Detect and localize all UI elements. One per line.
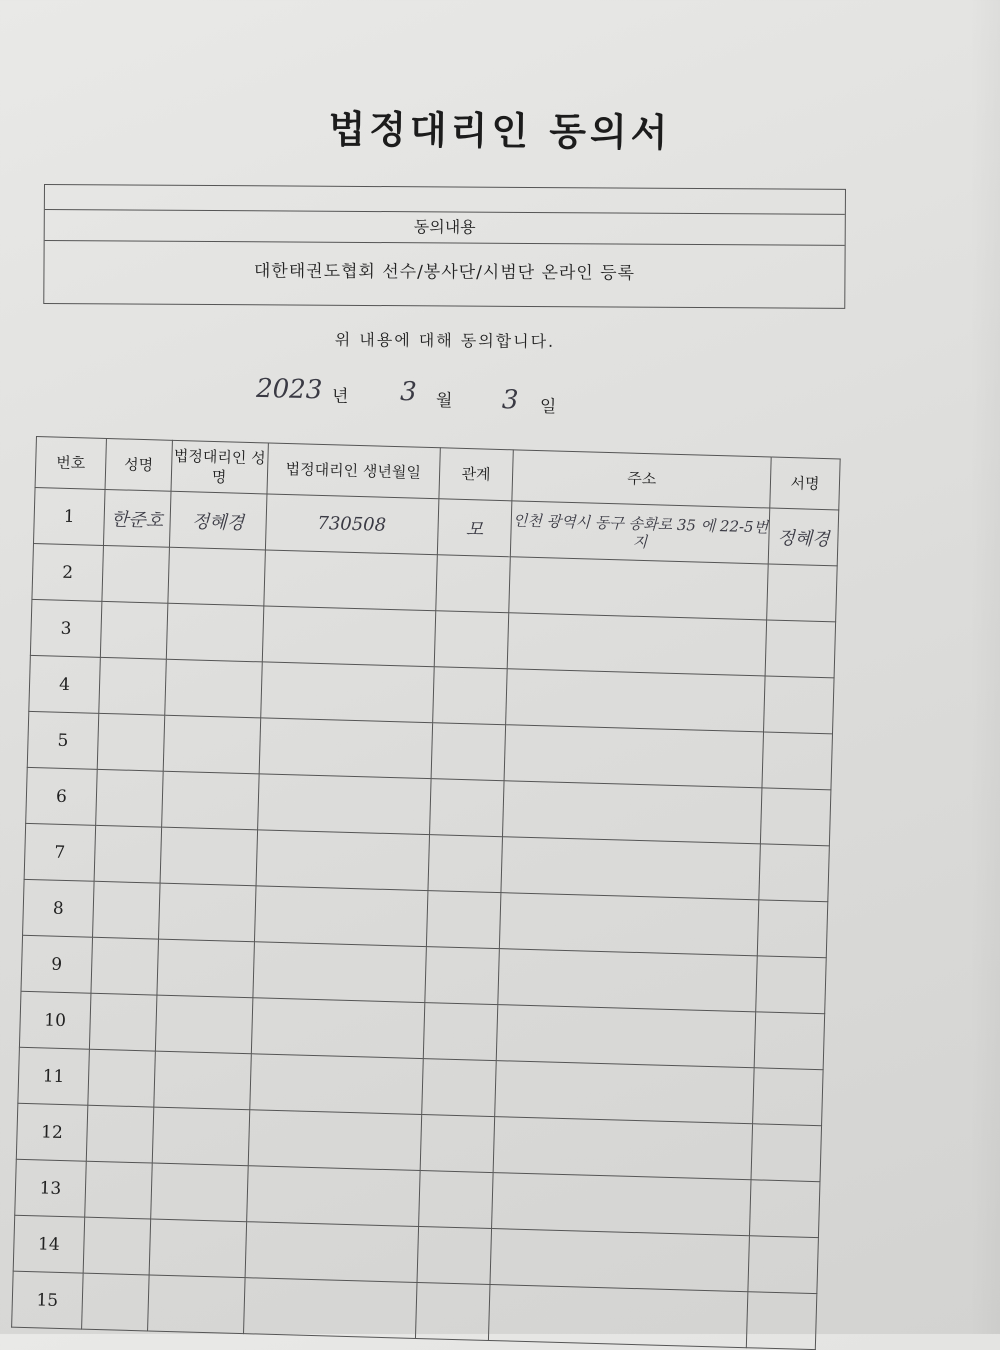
cell-number: 9 (21, 935, 92, 993)
cell-address (489, 1285, 748, 1348)
cell-guardian-birth (251, 998, 424, 1059)
cell-name (94, 825, 161, 883)
cell-signature: 정혜경 (768, 508, 838, 566)
cell-signature (757, 900, 827, 958)
cell-guardian-name (152, 1107, 249, 1166)
cell-guardian-name (165, 659, 262, 718)
cell-signature (753, 1068, 823, 1126)
cell-signature (748, 1236, 818, 1294)
consent-header: 동의내용 (45, 210, 845, 246)
cell-relation (417, 1226, 492, 1284)
cell-address (498, 949, 757, 1012)
cell-name (85, 1161, 152, 1219)
cell-signature (762, 732, 832, 790)
cell-relation: 모 (437, 499, 512, 557)
cell-number: 14 (13, 1215, 84, 1273)
cell-signature (767, 564, 837, 622)
date-day-unit: 일 (539, 396, 557, 418)
cell-signature (765, 620, 835, 678)
cell-guardian-name (168, 547, 265, 606)
date-year-unit: 년 (331, 386, 349, 407)
cell-guardian-birth (259, 718, 432, 779)
cell-guardian-birth (256, 830, 429, 891)
consent-box (43, 184, 846, 309)
cell-number: 1 (33, 487, 104, 545)
cell-guardian-name (147, 1275, 244, 1334)
page-shadow (970, 0, 1000, 1334)
col-header-number: 번호 (35, 437, 106, 490)
cell-guardian-birth (264, 550, 437, 611)
cell-guardian-birth (246, 1166, 419, 1227)
cell-relation (426, 891, 501, 949)
cell-guardian-name: 정혜경 (169, 491, 266, 550)
col-header-name: 성명 (105, 438, 172, 491)
cell-guardian-birth (253, 942, 426, 1003)
cell-guardian-name (166, 603, 263, 662)
cell-guardian-name (163, 715, 260, 774)
date-month-unit: 월 (435, 390, 453, 412)
cell-address (497, 1005, 756, 1068)
date-month: 3 (399, 376, 417, 408)
guardian-table (11, 436, 841, 1350)
cell-name (92, 881, 159, 939)
cell-name (97, 713, 164, 771)
cell-relation (423, 1003, 498, 1061)
cell-name (83, 1217, 150, 1275)
cell-address: 인천 광역시 동구 송화로 35 에 22-5번지 (511, 501, 770, 564)
col-header-address: 주소 (512, 450, 771, 508)
cell-name (96, 769, 163, 827)
cell-name (89, 993, 156, 1051)
cell-name (91, 937, 158, 995)
cell-number: 13 (15, 1159, 86, 1217)
cell-number: 5 (27, 711, 98, 769)
cell-relation (434, 611, 509, 669)
cell-name: 한준호 (103, 489, 170, 547)
cell-guardian-name (151, 1163, 248, 1222)
cell-relation (432, 667, 507, 725)
cell-signature (746, 1292, 816, 1350)
cell-guardian-birth (245, 1222, 418, 1283)
cell-address (494, 1117, 753, 1180)
cell-relation (427, 835, 502, 893)
cell-number: 10 (19, 991, 90, 1049)
cell-guardian-name (157, 939, 254, 998)
date-line (250, 374, 651, 422)
cell-signature (749, 1180, 819, 1238)
cell-signature (760, 788, 830, 846)
cell-relation (435, 555, 510, 613)
cell-relation (418, 1170, 493, 1228)
cell-guardian-birth (254, 886, 427, 947)
cell-name (99, 657, 166, 715)
cell-signature (759, 844, 829, 902)
cell-guardian-name (158, 883, 255, 942)
cell-guardian-birth (257, 774, 430, 835)
cell-number: 4 (29, 655, 100, 713)
cell-signature (754, 1012, 824, 1070)
cell-relation (429, 779, 504, 837)
cell-guardian-birth (262, 606, 435, 667)
cell-number: 7 (24, 823, 95, 881)
cell-guardian-name (160, 827, 257, 886)
consent-content: 대한태권도협회 선수/봉사단/시범단 온라인 등록 (253, 261, 636, 284)
cell-guardian-name (154, 1051, 251, 1110)
cell-address (495, 1061, 754, 1124)
cell-signature (756, 956, 826, 1014)
cell-name (88, 1049, 155, 1107)
cell-address (506, 669, 765, 732)
cell-number: 2 (32, 543, 103, 601)
cell-signature (751, 1124, 821, 1182)
cell-address (501, 837, 760, 900)
cell-guardian-name (155, 995, 252, 1054)
cell-guardian-birth (249, 1054, 422, 1115)
document-title: 법정대리인 동의서 (328, 107, 672, 155)
cell-name (100, 601, 167, 659)
cell-address (500, 893, 759, 956)
cell-guardian-birth: 730508 (265, 494, 438, 555)
cell-name (102, 545, 169, 603)
guardian-table-wrap (11, 436, 841, 1350)
col-header-relation: 관계 (438, 448, 513, 501)
cell-relation (431, 723, 506, 781)
cell-number: 11 (18, 1047, 89, 1105)
cell-signature (764, 676, 834, 734)
cell-address (504, 725, 763, 788)
cell-address (492, 1173, 751, 1236)
col-header-guardian-name: 법정대리인 성명 (171, 440, 268, 494)
cell-name (82, 1273, 149, 1331)
agree-statement: 위 내용에 대해 동의합니다. (334, 330, 556, 351)
col-header-guardian-birth: 법정대리인 생년월일 (267, 443, 440, 499)
cell-guardian-birth (260, 662, 433, 723)
cell-relation (420, 1115, 495, 1173)
cell-relation (415, 1282, 490, 1340)
date-year: 2023 (255, 373, 323, 406)
cell-guardian-birth (243, 1278, 416, 1339)
cell-number: 12 (16, 1103, 87, 1161)
cell-number: 6 (26, 767, 97, 825)
cell-number: 3 (30, 599, 101, 657)
cell-guardian-name (149, 1219, 246, 1278)
cell-guardian-birth (248, 1110, 421, 1171)
date-day: 3 (501, 385, 519, 416)
cell-guardian-name (161, 771, 258, 830)
cell-number: 15 (12, 1271, 83, 1329)
cell-relation (424, 947, 499, 1005)
cell-address (503, 781, 762, 844)
col-header-signature: 서명 (770, 457, 840, 510)
cell-address (509, 557, 768, 620)
cell-name (86, 1105, 153, 1163)
cell-relation (421, 1059, 496, 1117)
cell-address (490, 1229, 749, 1292)
cell-number: 8 (23, 879, 94, 937)
table-body (12, 487, 839, 1349)
cell-address (508, 613, 767, 676)
